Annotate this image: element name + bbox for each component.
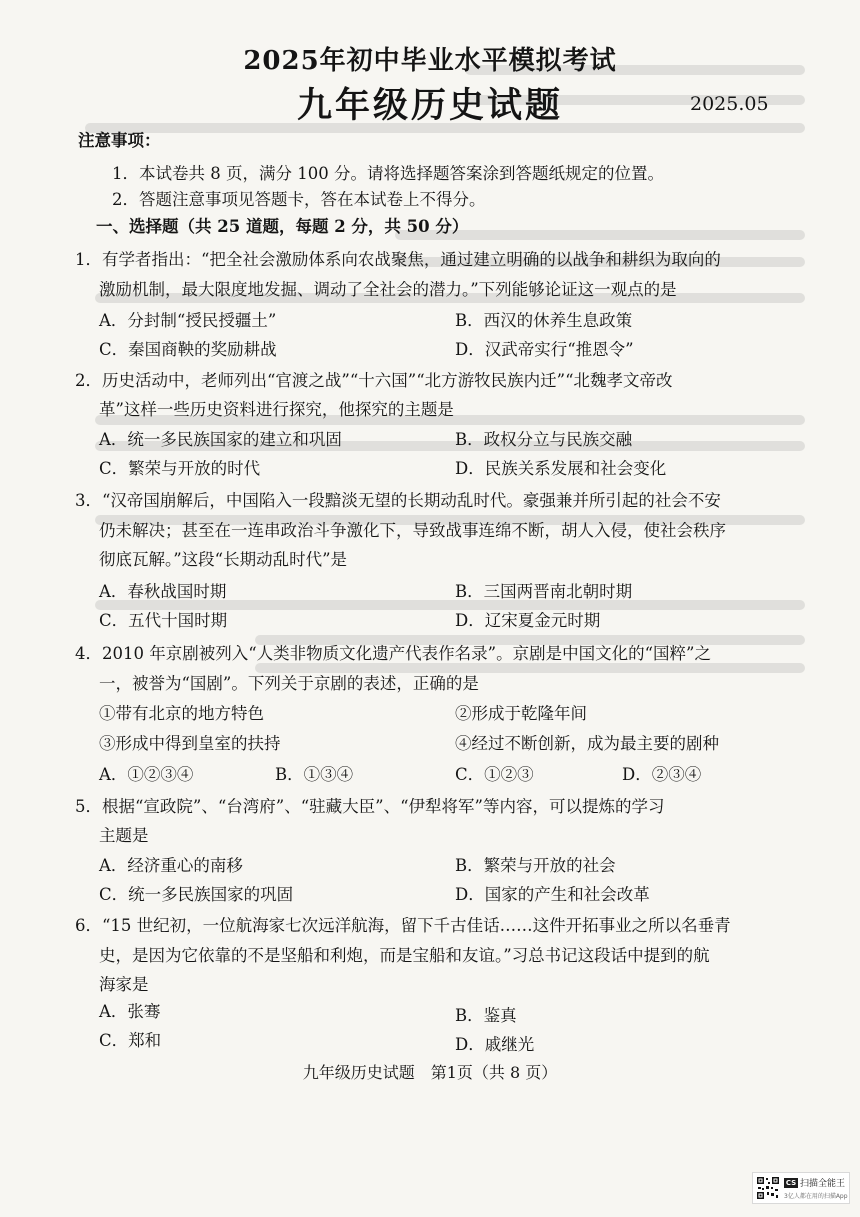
option-d: D．国家的产生和社会改革 [455,885,650,904]
option-b: B．①③④ [275,765,354,784]
scanner-logo: CS [785,1179,797,1187]
note-item: 1．本试卷共 8 页，满分 100 分。请将选择题答案涂到答题纸规定的位置。 [112,164,664,183]
scanner-tagline: 3亿人都在用的扫描App [784,1193,848,1200]
question-text: 革”这样一些历史资料进行探究，他探究的主题是 [99,400,454,419]
section-heading: 一、选择题（共 25 道题，每题 2 分，共 50 分） [96,217,469,236]
option-b: B．政权分立与民族交融 [455,430,633,449]
question-text: 1．有学者指出：“把全社会激励体系向农战聚焦，通过建立明确的以战争和耕织为取向的 [75,250,721,269]
option-d: D．辽宋夏金元时期 [455,611,601,630]
notes-heading: 注意事项： [78,131,161,150]
option-c: C．①②③ [455,765,534,784]
option-d: D．民族关系发展和社会变化 [455,459,667,478]
subject-title: 九年级历史试题 [296,85,563,126]
scanner-app-name: 扫描全能王 [800,1179,846,1189]
option-d: D．戚继光 [455,1035,535,1054]
option-c: C．郑和 [99,1031,162,1050]
statement-1: ①带有北京的地方特色 [99,704,264,723]
option-d: D．②③④ [622,765,702,784]
option-b: B．三国两晋南北朝时期 [455,582,633,601]
question-text: 2．历史活动中，老师列出“官渡之战”“十六国”“北方游牧民族内迁”“北魏孝文帝改 [75,371,673,390]
question-text: 海家是 [99,975,149,994]
question-text: 一，被誉为“国剧”。下列关于京剧的表述，正确的是 [99,674,479,693]
option-c: C．统一多民族国家的巩固 [99,885,294,904]
question-text: 激励机制，最大限度地发掘、调动了全社会的潜力。”下列能够论证这一观点的是 [99,280,677,299]
question-text: 史，是因为它依靠的不是坚船和利炮，而是宝船和友谊。”习总书记这段话中提到的航 [99,946,710,965]
question-text: 3．“汉帝国崩解后，中国陷入一段黯淡无望的长期动乱时代。豪强兼并所引起的社会不安 [75,491,721,510]
option-b: B．鉴真 [455,1006,517,1025]
note-item: 2．答题注意事项见答题卡，答在本试卷上不得分。 [112,190,486,209]
option-b: B．繁荣与开放的社会 [455,856,616,875]
option-a: A．①②③④ [99,765,194,784]
statement-3: ③形成中得到皇室的扶持 [99,734,281,753]
scanner-watermark-badge [752,1172,850,1204]
option-a: A．张骞 [99,1002,161,1021]
option-b: B．西汉的休养生息政策 [455,311,633,330]
question-text: 彻底瓦解。”这段“长期动乱时代”是 [99,550,348,569]
question-text: 仍未解决；甚至在一连串政治斗争激化下，导致战事连绵不断，胡人入侵，使社会秩序 [99,521,726,540]
option-a: A．经济重心的南移 [99,856,243,875]
option-a: A．统一多民族国家的建立和巩固 [99,430,342,449]
question-text: 5．根据“宣政院”、“台湾府”、“驻藏大臣”、“伊犁将军”等内容，可以提炼的学习 [75,797,665,816]
exam-title: 2025年初中毕业水平模拟考试 [243,46,617,76]
page-footer: 九年级历史试题 第1页（共 8 页） [302,1063,558,1082]
option-c: C．秦国商鞅的奖励耕战 [99,340,277,359]
qr-code-icon [756,1176,780,1200]
question-text: 主题是 [99,826,149,845]
option-a: A．春秋战国时期 [99,582,227,601]
statement-4: ④经过不断创新，成为最主要的剧种 [455,734,719,753]
option-c: C．繁荣与开放的时代 [99,459,261,478]
option-c: C．五代十国时期 [99,611,228,630]
statement-2: ②形成于乾隆年间 [455,704,587,723]
option-a: A．分封制“授民授疆土” [99,311,277,330]
question-text: 6．“15 世纪初，一位航海家七次远洋航海，留下千古佳话……这件开拓事业之所以名垂青 [75,916,731,935]
option-d: D．汉武帝实行“推恩令” [455,340,634,359]
exam-date: 2025.05 [690,93,769,115]
question-text: 4．2010 年京剧被列入“人类非物质文化遗产代表作名录”。京剧是中国文化的“国粹”之 [75,644,711,663]
